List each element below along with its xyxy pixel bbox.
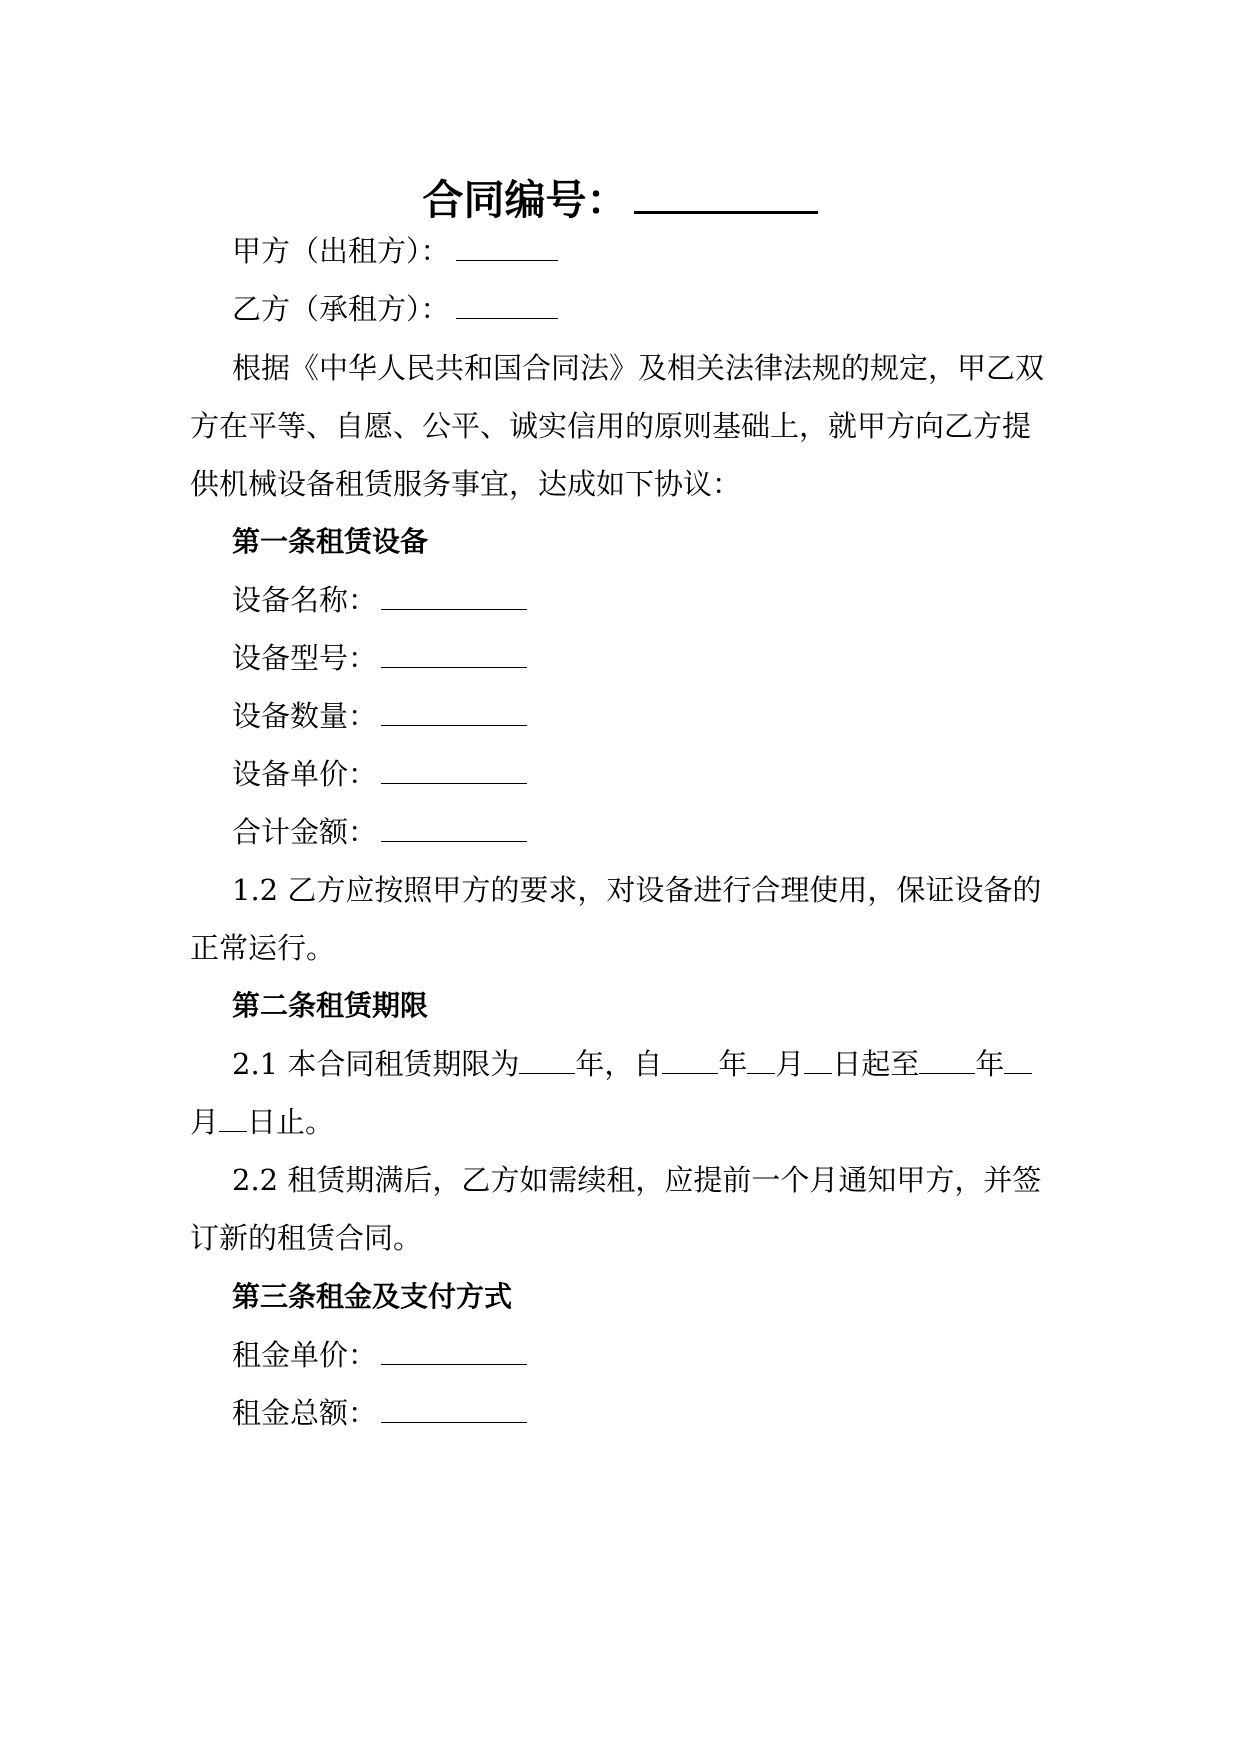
clause-2-1-text-2: 年，自 [575, 1047, 663, 1081]
article-2-heading: 第二条租赁期限 [232, 989, 429, 1022]
clause-1-2-line-1: 1.2 乙方应按照甲方的要求，对设备进行合理使用，保证设备的 [232, 873, 1042, 907]
rent-unit-price-blank[interactable] [381, 1334, 527, 1365]
equipment-quantity-label: 设备数量： [232, 699, 378, 733]
rent-total-line [232, 1391, 527, 1435]
total-amount-blank[interactable] [381, 811, 527, 842]
equipment-model-blank[interactable] [381, 637, 527, 668]
equipment-model-label: 设备型号： [232, 641, 378, 675]
start-month-blank[interactable] [747, 1043, 775, 1074]
total-amount-line [232, 810, 527, 854]
article-3-heading: 第三条租金及支付方式 [232, 1280, 513, 1313]
title-text: 合同编号： [422, 176, 628, 224]
clause-2-1-text-1: 2.1 本合同租赁期限为 [232, 1047, 520, 1081]
rent-total-label: 租金总额： [232, 1396, 378, 1430]
rent-total-blank[interactable] [381, 1392, 527, 1423]
intro-line-3: 供机械设备租赁服务事宜，达成如下协议： [190, 467, 742, 501]
total-amount-label: 合计金额： [232, 815, 378, 849]
equipment-unit-price-line [232, 752, 527, 796]
clause-2-1-text-6: 年 [975, 1047, 1005, 1081]
equipment-name-label: 设备名称： [232, 583, 378, 617]
clause-2-2-line-1: 2.2 租赁期满后，乙方如需续租，应提前一个月通知甲方，并签 [232, 1163, 1042, 1197]
start-day-blank[interactable] [804, 1043, 832, 1074]
equipment-quantity-blank[interactable] [381, 695, 527, 726]
clause-2-1-line-2 [190, 1100, 334, 1144]
end-day-blank[interactable] [219, 1101, 247, 1132]
contract-number-title [0, 170, 1240, 230]
clause-2-2-line-2: 订新的租赁合同。 [190, 1221, 423, 1255]
equipment-model-line [232, 636, 527, 680]
start-year-blank[interactable] [662, 1043, 718, 1074]
intro-line-2: 方在平等、自愿、公平、诚实信用的原则基础上，就甲方向乙方提 [190, 409, 1032, 443]
intro-line-1: 根据《中华人民共和国合同法》及相关法律法规的规定，甲乙双 [232, 351, 1045, 385]
article-1-heading: 第一条租赁设备 [232, 525, 429, 558]
equipment-unit-price-label: 设备单价： [232, 757, 378, 791]
party-b-line [232, 287, 558, 331]
rent-unit-price-label: 租金单价： [232, 1338, 378, 1372]
clause-2-1-text-5: 日起至 [832, 1047, 920, 1081]
end-year-blank[interactable] [919, 1043, 975, 1074]
clause-2-1-text-7: 月 [190, 1105, 220, 1139]
clause-2-1-text-8: 日止。 [247, 1105, 335, 1139]
rent-unit-price-line [232, 1333, 527, 1377]
clause-2-1-text-3: 年 [718, 1047, 748, 1081]
party-b-label: 乙方（承租方）： [232, 292, 450, 326]
clause-2-1-text-4: 月 [775, 1047, 805, 1081]
clause-2-1-line-1 [232, 1042, 1032, 1086]
end-month-blank-cont[interactable] [1004, 1043, 1032, 1074]
party-b-blank[interactable] [456, 288, 558, 319]
party-a-blank[interactable] [456, 230, 558, 261]
equipment-quantity-line [232, 694, 527, 738]
clause-1-2-line-2: 正常运行。 [190, 931, 336, 965]
equipment-name-blank[interactable] [381, 579, 527, 610]
equipment-unit-price-blank[interactable] [381, 753, 527, 784]
lease-years-blank[interactable] [519, 1043, 575, 1074]
contract-number-blank[interactable] [634, 171, 818, 214]
party-a-line [232, 229, 558, 273]
equipment-name-line [232, 578, 527, 622]
party-a-label: 甲方（出租方）： [232, 234, 450, 268]
